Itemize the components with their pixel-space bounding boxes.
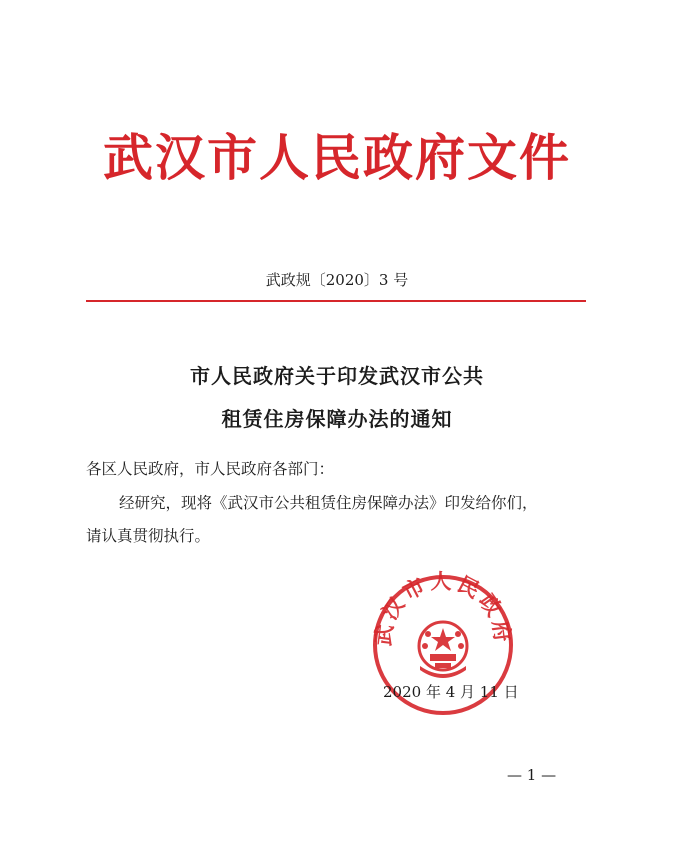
signoff-date: 2020 年 4 月 11 日 (383, 683, 519, 701)
body-paragraph-line-1: 经研究，现将《武汉市公共租赁住房保障办法》印发给你们， (119, 494, 538, 512)
red-divider-line (86, 300, 586, 302)
national-emblem-icon (419, 622, 467, 678)
page-number: — 1 — (507, 766, 557, 784)
masthead-title: 武汉市人民政府文件 (103, 128, 571, 187)
body-paragraph-line-2: 请认真贯彻执行。 (86, 527, 211, 545)
document-number: 武政规〔2020〕3 号 (265, 271, 409, 289)
salutation: 各区人民政府，市人民政府各部门： (86, 460, 335, 478)
notice-title-line-1: 市人民政府关于印发武汉市公共 (190, 364, 484, 388)
notice-title-line-2: 租赁住房保障办法的通知 (221, 407, 453, 431)
seal-ring-text: 武汉市人民政府 (370, 570, 516, 648)
